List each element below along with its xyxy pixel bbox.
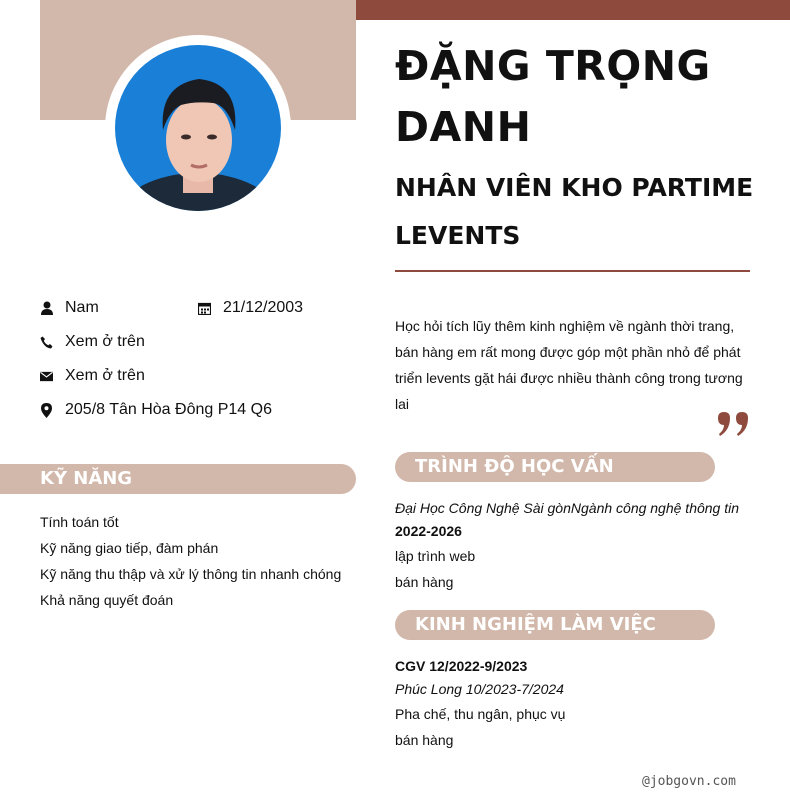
list-item: Kỹ năng giao tiếp, đàm phán (40, 540, 219, 556)
candidate-name: ĐẶNG TRỌNG DANH (395, 42, 711, 151)
map-pin-icon (40, 403, 53, 418)
education-detail: bán hàng (395, 574, 454, 590)
education-school: Đại Học Công Nghệ Sài gònNgành công nghệ thông tin (395, 500, 740, 516)
phone-value: Xem ở trên (65, 333, 145, 350)
experience-company-2: Phúc Long 10/2023-7/2024 (395, 681, 564, 697)
experience-company: CGV 12/2022-9/2023 (395, 658, 528, 674)
info-email (40, 367, 145, 385)
email-value: Xem ở trên (65, 367, 145, 384)
phone-icon (40, 335, 53, 350)
title-divider (395, 270, 750, 272)
experience-detail: Pha chế, thu ngân, phục vụ (395, 706, 566, 722)
experience-heading: KINH NGHIỆM LÀM VIỆC (395, 610, 715, 640)
education-heading: TRÌNH ĐỘ HỌC VẤN (395, 452, 715, 482)
job-title: NHÂN VIÊN KHO PARTIME LEVENTS (395, 173, 754, 250)
list-item: Khả năng quyết đoán (40, 592, 174, 608)
career-objective: Học hỏi tích lũy thêm kinh nghiệm về ngành thời trang, bán hàng em rất mong được góp một phần nhỏ để phát triển levents gặt hái được nhiều thành công trong tương lai (395, 318, 743, 412)
info-gender (40, 299, 99, 317)
quote-icon (716, 410, 752, 440)
calendar-icon (198, 301, 211, 316)
info-phone (40, 333, 145, 351)
user-icon (40, 301, 53, 316)
avatar (115, 45, 281, 211)
gender-value: Nam (65, 299, 99, 316)
list-item: Kỹ năng thu thập và xử lý thông tin nhanh chóng (40, 566, 342, 582)
education-detail: lập trình web (395, 548, 476, 564)
avatar-frame (105, 35, 291, 221)
info-birthday (198, 299, 303, 317)
skills-list (40, 509, 356, 613)
education-period: 2022-2026 (395, 523, 462, 539)
envelope-icon (40, 369, 53, 384)
list-item: Tính toán tốt (40, 514, 119, 530)
top-accent-bar (356, 0, 790, 20)
watermark: @jobgovn.com (642, 774, 736, 789)
avatar-photo-icon (115, 45, 281, 211)
skills-heading: KỸ NĂNG (0, 464, 356, 494)
info-address (40, 401, 272, 419)
address-value: 205/8 Tân Hòa Đông P14 Q6 (65, 401, 272, 418)
experience-detail: bán hàng (395, 732, 454, 748)
birthday-value: 21/12/2003 (223, 299, 304, 316)
